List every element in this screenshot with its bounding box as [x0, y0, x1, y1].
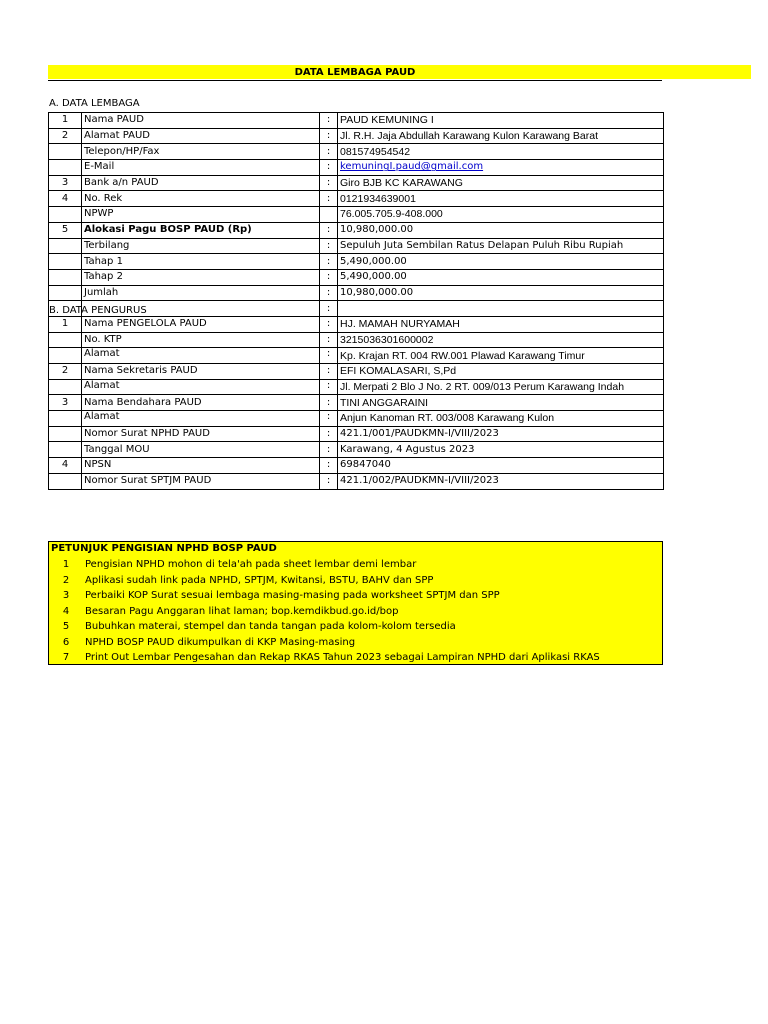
table-row: [49, 113, 664, 129]
row-number: [49, 285, 82, 301]
row-label: Telepon/HP/Fax: [82, 144, 320, 160]
row-value[interactable]: Kp. Krajan RT. 004 RW.001 Plawad Karawang Timur: [338, 348, 664, 364]
table-row: [49, 175, 664, 191]
row-colon: :: [320, 411, 338, 427]
table-row: [49, 269, 664, 285]
row-label: Nama Bendahara PAUD: [82, 395, 320, 411]
row-value[interactable]: EFI KOMALASARI, S,Pd: [338, 364, 664, 380]
row-colon: :: [320, 144, 338, 160]
row-value[interactable]: TINI ANGGARAINI: [338, 395, 664, 411]
row-label: Alamat PAUD: [82, 128, 320, 144]
row-colon: :: [320, 316, 338, 332]
row-value[interactable]: 0121934639001: [338, 191, 664, 207]
table-row: [49, 191, 664, 207]
row-number: [49, 442, 82, 458]
row-colon: [320, 207, 338, 223]
instruction-text: Besaran Pagu Anggaran lihat laman; bop.kemdikbud.go.id/bop: [85, 605, 399, 617]
row-colon: :: [320, 395, 338, 411]
table-row: [49, 207, 664, 223]
row-colon: :: [320, 160, 338, 176]
row-colon: :: [320, 254, 338, 270]
row-label: E-Mail: [82, 160, 320, 176]
instruction-text: Print Out Lembar Pengesahan dan Rekap RKAS Tahun 2023 sebagai Lampiran NPHD dari Aplikasi RKAS: [85, 652, 600, 663]
table-row: [49, 364, 664, 380]
row-value[interactable]: Giro BJB KC KARAWANG: [338, 175, 664, 191]
row-number: [49, 411, 82, 427]
table-row: [49, 332, 664, 348]
row-label: Terbilang: [82, 238, 320, 254]
row-label: Nama PAUD: [82, 113, 320, 129]
row-colon: :: [320, 191, 338, 207]
table-row: [49, 238, 664, 254]
row-number: [49, 473, 82, 489]
row-colon: :: [320, 348, 338, 364]
row-label: Tahap 1: [82, 254, 320, 270]
title-underline: [48, 80, 662, 81]
instruction-number: 6: [62, 636, 70, 648]
email-link[interactable]: kemuningI.paud@gmail.com: [338, 160, 664, 176]
row-colon: :: [320, 458, 338, 474]
row-value[interactable]: Jl. Merpati 2 Blo J No. 2 RT. 009/013 Perum Karawang Indah: [338, 379, 664, 395]
row-colon: :: [320, 128, 338, 144]
row-number: 1: [49, 113, 82, 129]
row-label: Tahap 2: [82, 269, 320, 285]
instruction-text: Perbaiki KOP Surat sesuai lembaga masing-masing pada worksheet SPTJM dan SPP: [85, 590, 500, 601]
instructions-title: PETUNJUK PENGISIAN NPHD BOSP PAUD: [51, 543, 277, 554]
row-label: NPSN: [82, 458, 320, 474]
row-label: Jumlah: [82, 285, 320, 301]
row-colon: :: [320, 473, 338, 489]
table-row: [49, 254, 664, 270]
row-number: [49, 332, 82, 348]
row-colon: :: [320, 442, 338, 458]
table-row: [49, 379, 664, 395]
table-row: [49, 316, 664, 332]
row-number: [49, 269, 82, 285]
table-row: [49, 442, 664, 458]
instruction-item: [49, 635, 662, 650]
row-colon: :: [320, 285, 338, 301]
row-label: Nomor Surat NPHD PAUD: [82, 426, 320, 442]
instruction-number: 3: [62, 590, 70, 601]
instruction-item: [49, 573, 662, 588]
row-label: No. KTP: [82, 332, 320, 348]
row-value[interactable]: 69847040: [338, 458, 664, 474]
table-row: [49, 222, 664, 238]
row-value[interactable]: PAUD KEMUNING I: [338, 113, 664, 129]
row-value: [338, 301, 664, 317]
page-title: DATA LEMBAGA PAUD: [294, 67, 416, 78]
row-label: Tanggal MOU: [82, 442, 320, 458]
table-row: [49, 426, 664, 442]
row-number: 4: [49, 191, 82, 207]
row-number: 5: [49, 222, 82, 238]
row-value[interactable]: Anjun Kanoman RT. 003/008 Karawang Kulon: [338, 411, 664, 427]
row-value[interactable]: 081574954542: [338, 144, 664, 160]
instruction-number: 1: [62, 559, 70, 570]
row-label: Nama PENGELOLA PAUD: [82, 316, 320, 332]
row-label: Alamat: [82, 379, 320, 395]
row-number: 1: [49, 316, 82, 332]
row-value[interactable]: HJ. MAMAH NURYAMAH: [338, 316, 664, 332]
instruction-number: 4: [62, 605, 70, 617]
table-row: [49, 128, 664, 144]
data-table: [48, 112, 664, 490]
row-number: [49, 348, 82, 364]
row-colon: :: [320, 301, 338, 317]
row-colon: :: [320, 426, 338, 442]
table-row: [49, 458, 664, 474]
row-number: [49, 238, 82, 254]
row-value[interactable]: 10,980,000.00: [338, 285, 664, 301]
table-row: [49, 473, 664, 489]
table-row: [49, 144, 664, 160]
instruction-number: 5: [62, 621, 70, 632]
table-row: [49, 160, 664, 176]
row-colon: :: [320, 332, 338, 348]
row-colon: :: [320, 238, 338, 254]
instruction-item: [49, 557, 662, 572]
row-number: 3: [49, 175, 82, 191]
row-number: [49, 160, 82, 176]
row-colon: :: [320, 364, 338, 380]
row-value[interactable]: 76.005.705.9-408.000: [338, 207, 664, 223]
instructions-box: [48, 541, 663, 665]
row-label: No. Rek: [82, 191, 320, 207]
instruction-number: 7: [62, 652, 70, 663]
section-a-heading: A. DATA LEMBAGA: [49, 98, 140, 109]
row-number: 4: [49, 458, 82, 474]
table-row: [49, 348, 664, 364]
table-row: [49, 395, 664, 411]
instruction-item: [49, 619, 662, 634]
row-number: [49, 207, 82, 223]
instruction-text: Aplikasi sudah link pada NPHD, SPTJM, Kwitansi, BSTU, BAHV dan SPP: [85, 574, 434, 586]
row-label: NPWP: [82, 207, 320, 223]
instruction-text: NPHD BOSP PAUD dikumpulkan di KKP Masing-masing: [85, 636, 356, 648]
instruction-number: 2: [62, 574, 70, 586]
instruction-text: Bubuhkan materai, stempel dan tanda tangan pada kolom-kolom tersedia: [85, 621, 456, 632]
section-b-heading: B. DATA PENGURUS: [49, 305, 147, 316]
row-colon: :: [320, 269, 338, 285]
row-value[interactable]: Jl. R.H. Jaja Abdullah Karawang Kulon Karawang Barat: [338, 128, 664, 144]
row-number: 3: [49, 395, 82, 411]
row-label: Alamat: [82, 348, 320, 364]
row-value[interactable]: Karawang, 4 Agustus 2023: [338, 442, 664, 458]
row-value[interactable]: Sepuluh Juta Sembilan Ratus Delapan Puluh Ribu Rupiah: [338, 238, 664, 254]
row-label: Bank a/n PAUD: [82, 175, 320, 191]
table-row: [49, 285, 664, 301]
row-value[interactable]: 5,490,000.00: [338, 269, 664, 285]
instruction-item: [49, 588, 662, 603]
row-value[interactable]: 421.1/001/PAUDKMN-I/VIII/2023: [338, 426, 664, 442]
instruction-item: [49, 604, 662, 619]
row-number: 2: [49, 364, 82, 380]
row-label: Nama Sekretaris PAUD: [82, 364, 320, 380]
row-label: Nomor Surat SPTJM PAUD: [82, 473, 320, 489]
instruction-item: [49, 650, 662, 665]
instruction-text: Pengisian NPHD mohon di tela'ah pada sheet lembar demi lembar: [85, 559, 417, 570]
row-label: Alokasi Pagu BOSP PAUD (Rp): [82, 222, 320, 238]
row-value[interactable]: 3215036301600002: [338, 332, 664, 348]
row-value[interactable]: 5,490,000.00: [338, 254, 664, 270]
row-number: [49, 144, 82, 160]
row-label: Alamat: [82, 411, 320, 427]
row-number: 2: [49, 128, 82, 144]
row-number: [49, 254, 82, 270]
table-row: [49, 411, 664, 427]
row-colon: :: [320, 113, 338, 129]
row-colon: :: [320, 222, 338, 238]
row-value[interactable]: 10,980,000.00: [338, 222, 664, 238]
row-number: [49, 426, 82, 442]
row-value[interactable]: 421.1/002/PAUDKMN-I/VIII/2023: [338, 473, 664, 489]
row-colon: :: [320, 175, 338, 191]
row-colon: :: [320, 379, 338, 395]
row-number: [49, 379, 82, 395]
